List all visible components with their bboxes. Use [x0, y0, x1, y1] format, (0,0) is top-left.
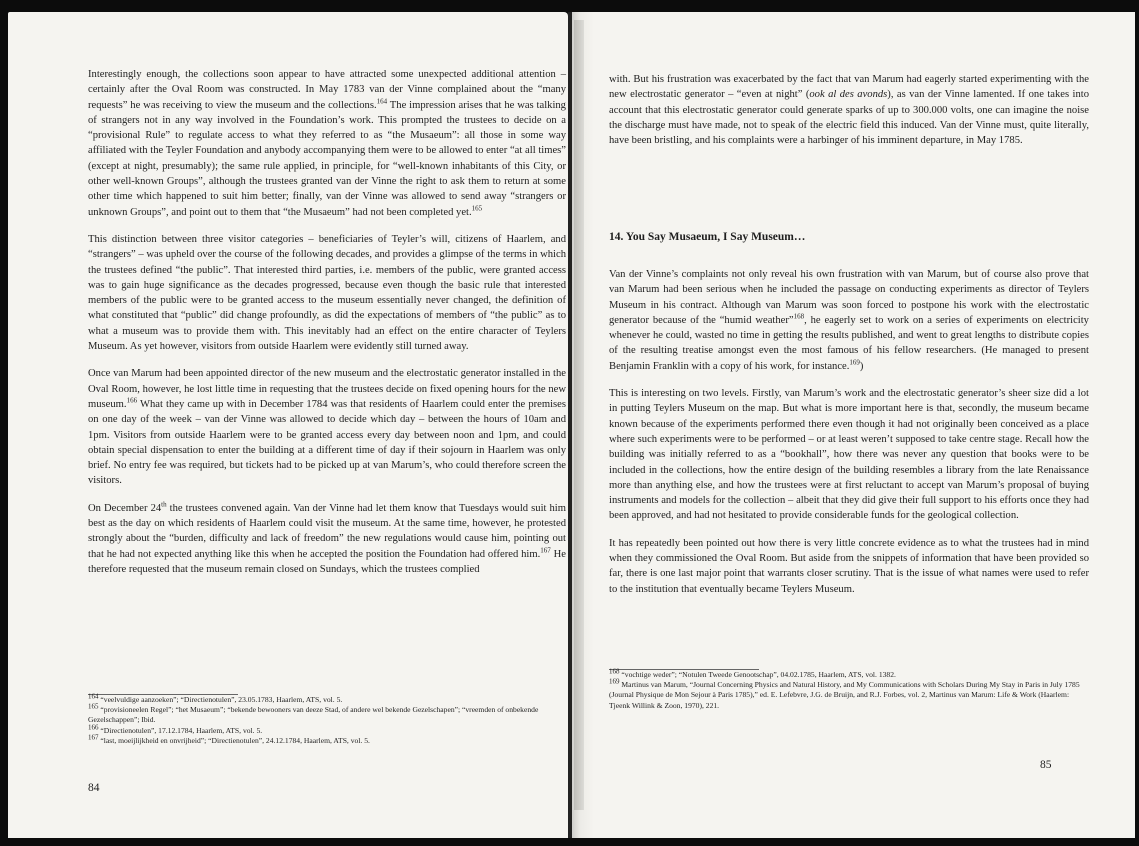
text-run: ) — [859, 360, 864, 372]
page-edge-tab — [574, 20, 584, 810]
right-section-text — [609, 267, 1089, 609]
page-number-left: 84 — [88, 782, 100, 794]
text-run: On December 24 — [88, 502, 162, 514]
footnote-ref: 164 — [376, 97, 388, 106]
right-paragraph-1 — [609, 267, 1089, 374]
left-paragraph-3 — [88, 366, 566, 488]
text-run: The impression arises that he was talking of strangers not in any way involved in the Foundation’s work. This prompted the trustees to decide on a “provisional Rule” to regulate access to what they referred to as “the Musaeum”: all those in some way affiliated with the Teyler Foundation and anybody accompanying them were to be allowed to enter “at all times” (except at night, presumably); the same rule applied, in principle, for “well-known inhabitants of this City, or other well-known Groups”, although the trustees granted van der Vinne the right to ask them to return at some other time which happened to suit him better; finally, van der Vinne was allowed to send away “strangers or unknown Groups”, and point out to them that “the Musaeum” had not been completed yet. — [88, 99, 566, 218]
right-intro-paragraph — [609, 72, 1089, 148]
text-run: , he eagerly set to work on a series of experiments on electricity whenever he could, wasted no time in getting the results published, and went to great lengths to distribute copies of the resulting treatise amongst even the most famous of his fellow researchers. (He managed to present Benjamin Franklin with a copy of his work, for instance. — [609, 314, 1089, 372]
footnote-169: $^{169}$ Martinus van Marum, “Journal Concerning Physics and Natural History, and My Communications with Scholars During My Stay in Paris in July 1785 (Journal Physique de Mon Sejour à Paris 1785),” ed. E. Lefebvre, J.G. de Bruijn, and R.J. Forbes, vol. 2, Martinus van Marum: Life & Work (Haarlem: Tjeenk Willink & Zoon, 1970), 221. — [609, 677, 1080, 710]
right-paragraph-3 — [609, 536, 1089, 597]
left-paragraph-1 — [88, 67, 566, 220]
text-run: He therefore requested that the museum remain closed on Sundays, which the trustees complied — [88, 548, 566, 575]
footnote-ref: 165 — [471, 204, 483, 213]
footnote-ref: 167 — [540, 546, 551, 555]
right-page — [572, 12, 1135, 838]
section-heading: 14. You Say Musaeum, I Say Museum… — [609, 231, 806, 243]
text-run: Van der Vinne’s complaints not only reveal his own frustration with van Marum, but of course also prove that van Marum had been serious when he included the passage on conducting experiments as director of Teylers Museum in his contract. Although van Marum was soon forced to postpone his work with the electrostatic generator because of the “humid weather” — [609, 269, 1089, 326]
footnote-168: $^{168}$ “vochtige weder”; “Notulen Tweede Genootschap”, 04.02.1785, Haarlem, ATS, vol. 1382. — [609, 667, 896, 679]
left-page — [8, 12, 568, 838]
text-run: Once van Marum had been appointed director of the new museum and the electrostatic generator installed in the Oval Room, however, he lost little time in requesting that the trustees decide on fixed opening hours for the new museum. — [88, 368, 566, 410]
text-run: with. But his frustration was exacerbated by the fact that van Marum had eagerly started experimenting with the new electrostatic generator – “even at night” ( — [609, 74, 1089, 101]
left-body-text — [88, 67, 566, 589]
left-footnotes — [88, 694, 566, 746]
text-run: ), as van der Vinne lamented. If one takes into account that this electrostatic generator could generate sparks of up to 300.000 volts, one can imagine the noise the discharge must have made, not to speak of the electric field this induced. Van der Vinne must, quite literally, have been bristling, and his complaints were a harbinger of his imminent departure, in May 1785. — [609, 89, 1089, 147]
footnote-166: $^{166}$ “Directienotulen”, 17.12.1784, Haarlem, ATS, vol. 5. — [88, 723, 263, 735]
section-heading-block — [609, 230, 1089, 257]
text-run: It has repeatedly been pointed out how there is very little concrete evidence as to what the trustees had in mind when they commissioned the Oval Room. But aside from the snippets of information that have been provided so far, there is one last major point that warrants closer scrutiny. That is the issue of what names were used to refer to the institution that eventually became Teylers Museum. — [609, 537, 1089, 595]
text-run: Interestingly enough, the collections soon appear to have attracted some unexpected additional attention – certainly after the Oval Room was constructed. In May 1783 van der Vinne complained about the “many requests” he was receiving to view the museum and the collections. — [88, 69, 566, 111]
right-body-text — [609, 72, 1089, 160]
footnote-ref: 166 — [126, 396, 138, 405]
footnote-165: $^{165}$ “provisioneelen Regel”; “het Musaeum”; “bekende bewooners van deeze Stad, of andere wel bekende Gezelschapen”; “vreemden of onbekende Gezelschappen”; Ibid. — [88, 702, 539, 725]
right-footnotes — [609, 669, 1089, 711]
right-paragraph-2 — [609, 386, 1089, 524]
left-paragraph-2 — [88, 232, 566, 354]
footnote-167: $^{167}$ “last, moeijlijkheid en onvrijheid”; “Directienotulen”, 24.12.1784, Haarlem, ATS, vol. 5. — [88, 733, 370, 745]
text-run: This distinction between three visitor categories – beneficiaries of Teyler’s will, citizens of Haarlem, and “strangers” – was upheld over the course of the following decades, and provides a glimpse of the terms in which the trustees defined “the public”. That interested third parties, i.e. members of the public, were granted access was to gain huge significance as the decades progressed, because even though the basic rule that interested members of the public were to be granted access to the museum essentially never changed, the definition of what constituted that “public” did change profoundly, as did the expectations of members of “the public” as to what a museum was to provide them with. This inevitably had an effect on the entire character of Teylers Museum. As yet however, visitors from outside Haarlem were evidently still turned away. — [88, 233, 566, 353]
footnote-ref: 169 — [849, 358, 860, 367]
text-run: What they came up with in December 1784 was that residents of Haarlem could enter the premises on one day of the week – van der Vinne was allowed to decide which day – between the hours of 10am and 1pm. Visitors from outside Haarlem were to be granted access every day between noon and 1pm, and could obtain special dispensation to enter the building at a different time of day if their sojourn in Haarlem was only brief. No entry fee was required, but tickets had to be picked up at van Marum’s, who could therefore screen the visitors. — [88, 398, 566, 487]
text-run: the trustees convened again. Van der Vinne had let them know that Tuesdays would suit him best as the day on which residents of Haarlem could visit the museum. At the same time, however, he protested strongly about the “burden, difficulty and lack of freedom” the new regulations would cause him, pointing out that he had not expected anything like this when he accepted the position the Foundation had offered him. — [88, 502, 566, 560]
footnote-ref: th — [161, 500, 167, 509]
left-paragraph-4 — [88, 501, 566, 577]
footnote-ref: 168 — [793, 312, 805, 321]
text-run: This is interesting on two levels. Firstly, van Marum’s work and the electrostatic generator’s sheer size did a lot in putting Teylers Museum on the map. But what is more important here is that, secondly, the museum became known because of the experiments performed there even though it had not originally been conceived as a place where such experiments were to be performed – or at least weren’t supposed to take centre stage. Recall how the building was initially referred to as a “bookhall”, how there was never any question that books were to be included in the collections, how the entire design of the building resembles a library from the late Renaissance more than anything else, and how the trustees were at first reluctant to accept van Marum’s proposal of buying instruments and models for the collection – albeit that they did give their full support to his efforts once they had been approved, and had not hesitated to provide considerable funds for the geological collection. — [609, 388, 1089, 522]
italic-phrase: ook al des avonds — [809, 89, 888, 101]
page-number-right: 85 — [1040, 759, 1052, 771]
footnote-164: $^{164}$ “veelvuldige aanzoeken”; “Directienotulen”, 23.05.1783, Haarlem, ATS, vol. 5. — [88, 692, 343, 704]
